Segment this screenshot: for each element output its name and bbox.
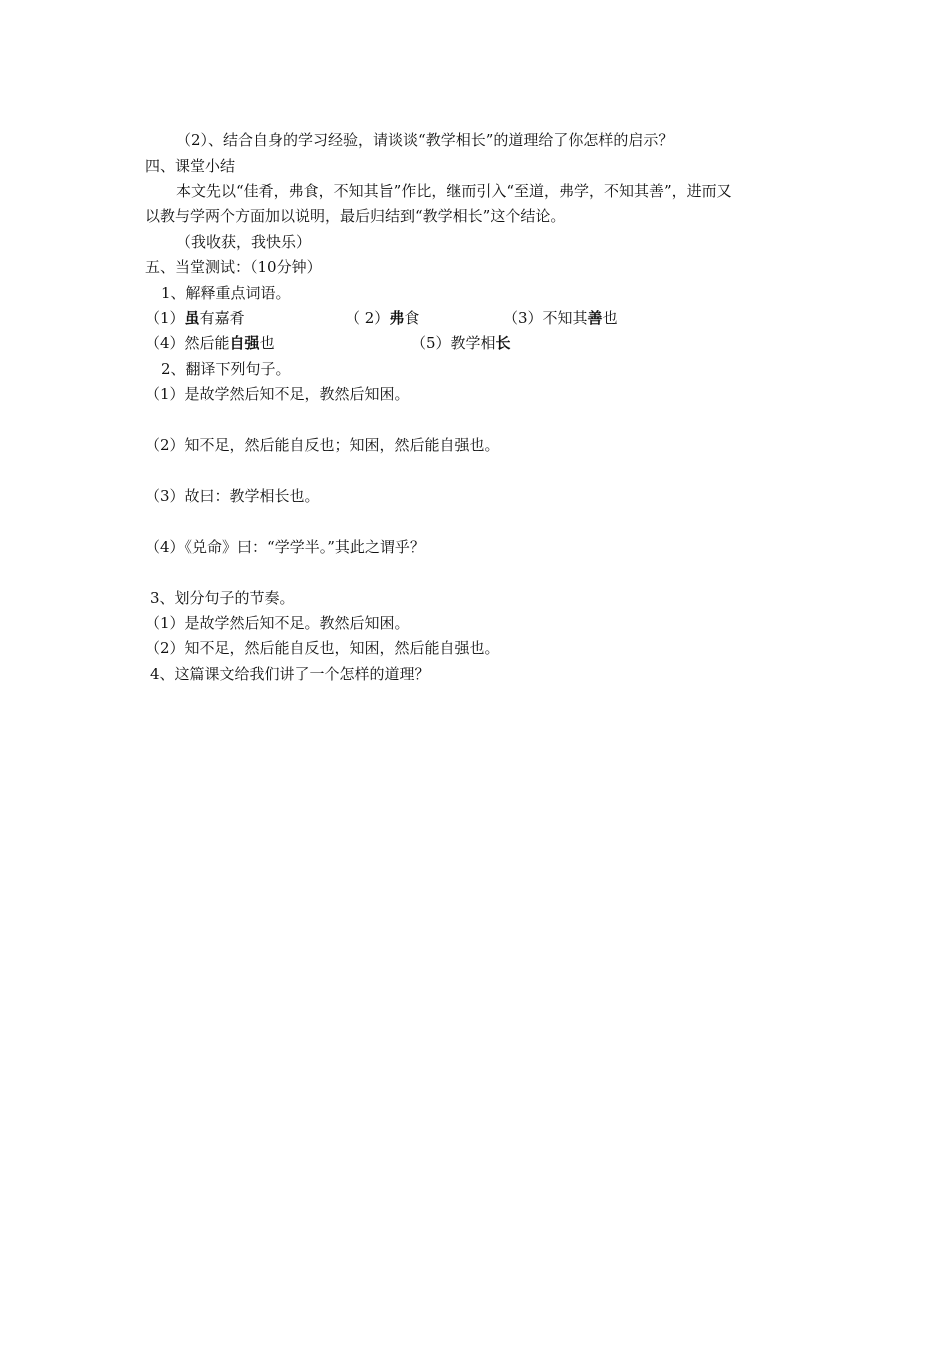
question-reflection: （2）、结合自身的学习经验，请谈谈“教学相长”的道理给了你怎样的启示？ [176, 131, 674, 149]
vocab-suffix: 也 [602, 309, 618, 327]
vocab-keyword: 弗 [389, 309, 405, 327]
vocab-prefix: （1） [145, 309, 185, 327]
vocab-keyword: 善 [587, 309, 603, 327]
vocab-keyword: 虽 [184, 309, 200, 327]
question-3-title: 3、划分句子的节奏。 [150, 589, 295, 607]
vocab-prefix: （ 2） [345, 309, 390, 327]
section-heading-test: 五、当堂测试：（10分钟） [145, 258, 322, 276]
translate-item-3: （3）故曰：教学相长也。 [145, 487, 320, 505]
vocab-item-4 [145, 333, 275, 353]
summary-motto: （我收获，我快乐） [176, 233, 312, 251]
translate-item-1: （1）是故学然后知不足，教然后知困。 [145, 385, 410, 403]
vocab-item-5 [411, 333, 511, 353]
vocab-suffix: 有嘉肴 [199, 309, 245, 327]
vocab-keyword: 自强 [229, 334, 260, 352]
rhythm-item-2: （2）知不足，然后能自反也，知困，然后能自强也。 [145, 639, 500, 657]
translate-item-2: （2）知不足，然后能自反也；知困，然后能自强也。 [145, 436, 500, 454]
vocab-suffix: 也 [259, 334, 275, 352]
vocab-item-3 [503, 308, 618, 328]
question-1-title: 1、解释重点词语。 [161, 284, 291, 302]
rhythm-item-1: （1）是故学然后知不足。教然后知困。 [145, 614, 410, 632]
translate-item-4: （4）《兑命》曰：“学学半。”其此之谓乎？ [145, 538, 425, 556]
question-4-title: 4、这篇课文给我们讲了一个怎样的道理？ [150, 665, 430, 683]
vocab-keyword: 长 [495, 334, 511, 352]
vocab-item-1 [145, 308, 245, 328]
summary-paragraph-line-1: 本文先以“佳肴，弗食，不知其旨”作比，继而引入“至道，弗学，不知其善”，进而又 [176, 182, 732, 200]
vocab-prefix: （3）不知其 [503, 309, 588, 327]
summary-paragraph-line-2: 以教与学两个方面加以说明，最后归结到“教学相长”这个结论。 [145, 207, 566, 225]
question-2-title: 2、翻译下列句子。 [161, 360, 291, 378]
section-heading-summary: 四、课堂小结 [145, 157, 236, 175]
vocab-item-2 [345, 308, 419, 328]
vocab-prefix: （5）教学相 [411, 334, 496, 352]
vocab-suffix: 食 [404, 309, 420, 327]
vocab-prefix: （4）然后能 [145, 334, 230, 352]
